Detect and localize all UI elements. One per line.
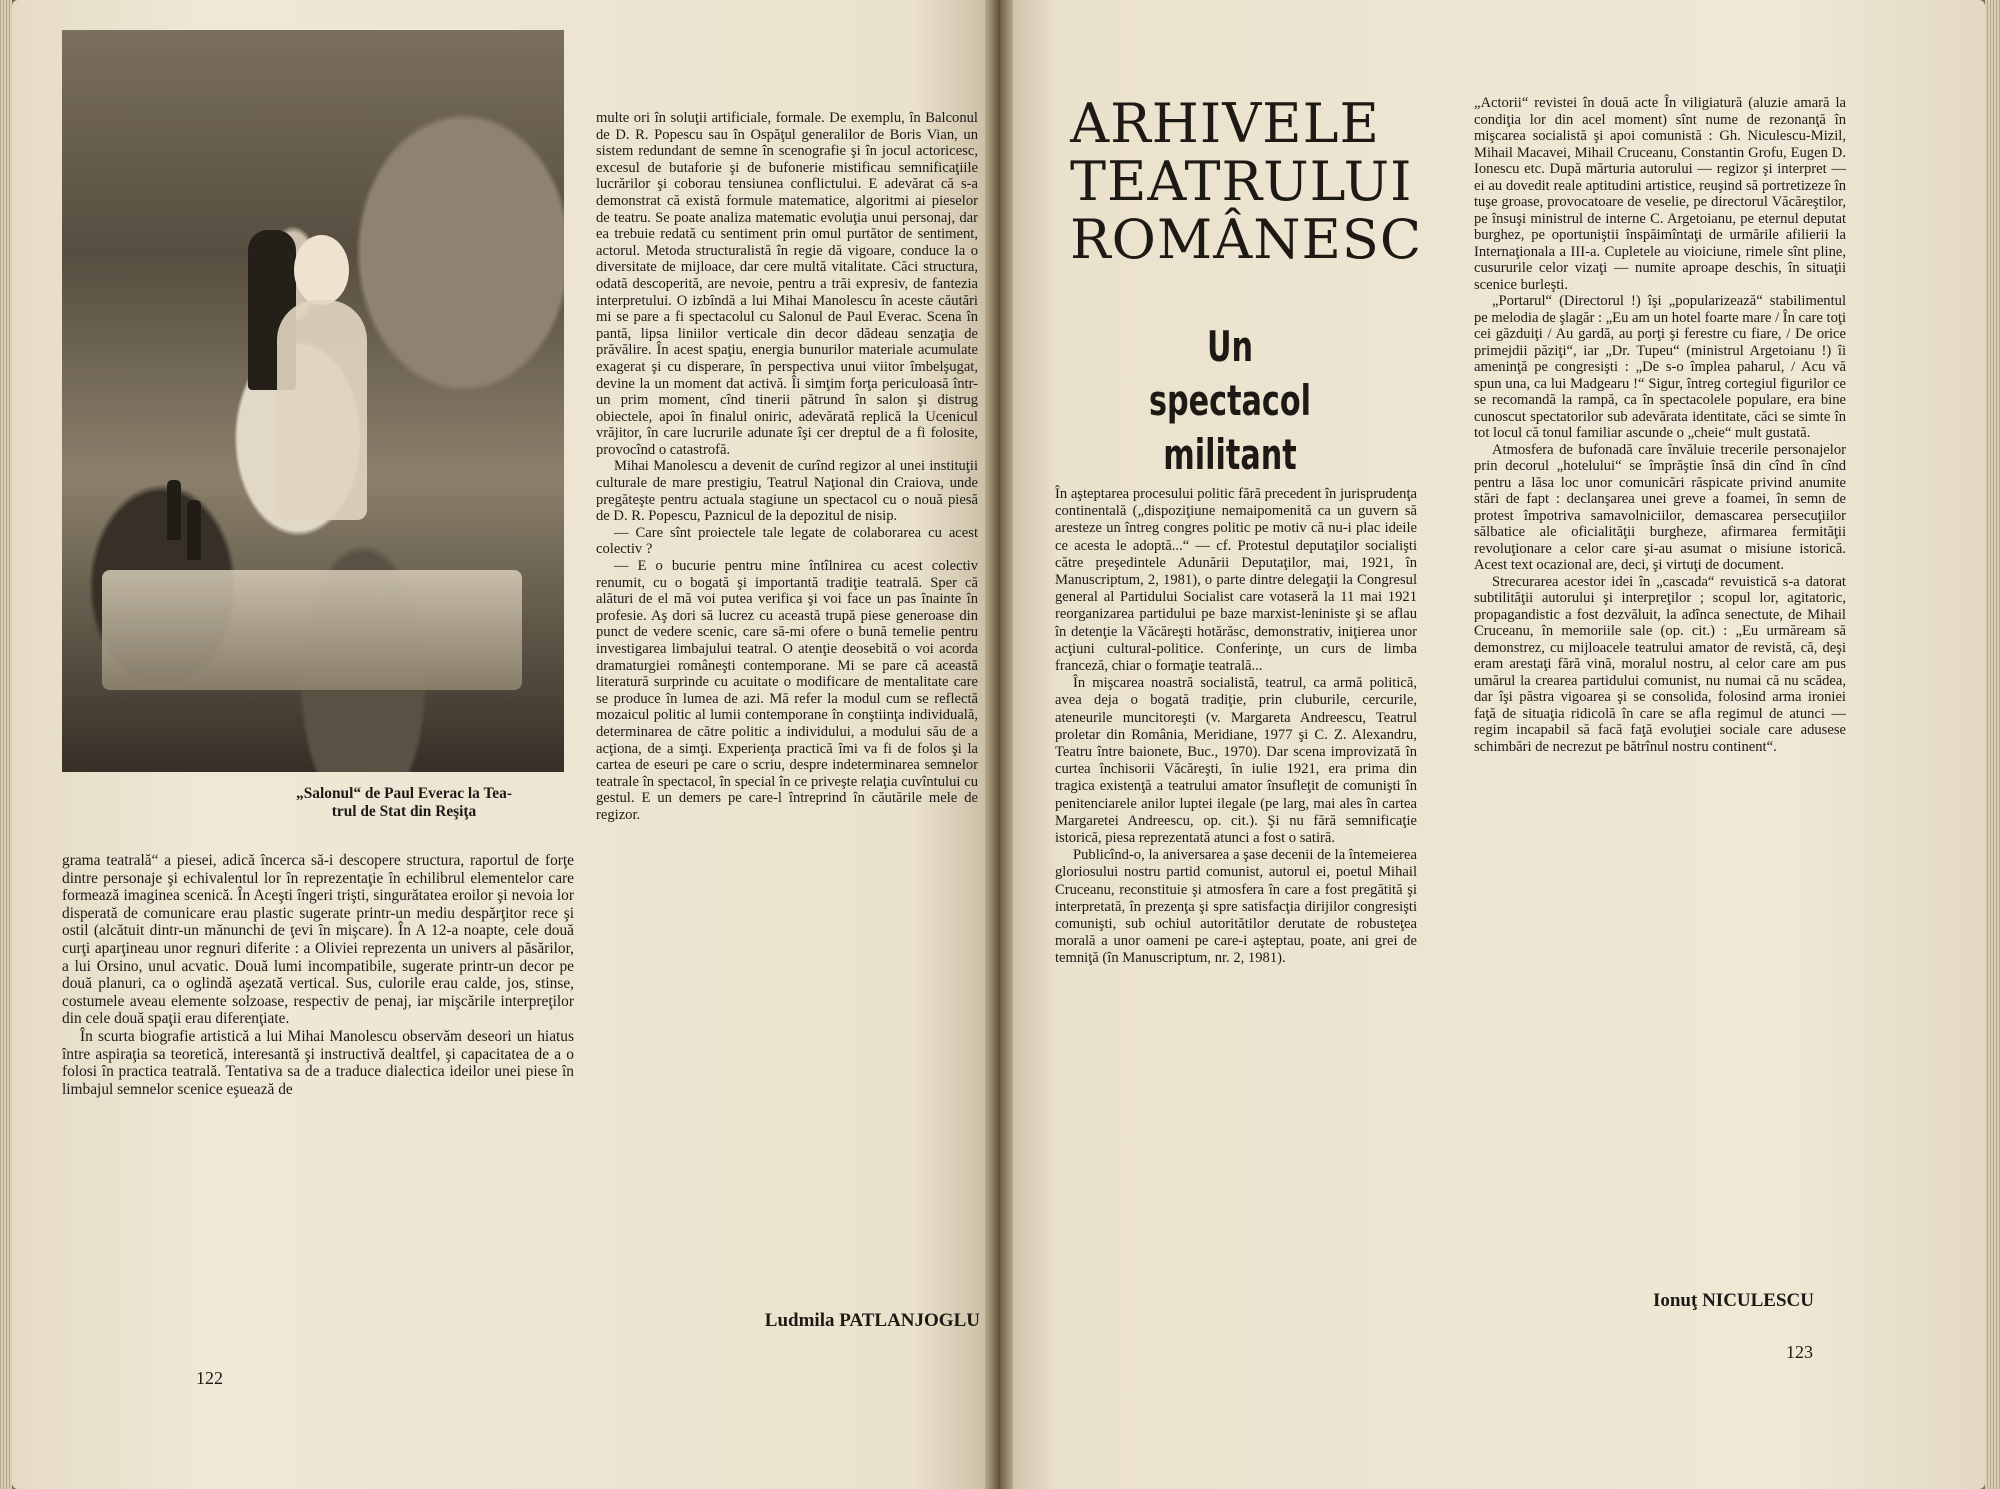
right-page-edges [1985,0,2000,1489]
interview-question: — Care sînt proiectele tale legate de colaborarea cu acest colectiv ? [596,524,978,558]
article-title-line: Un spectacol [1148,322,1311,425]
section-title-line: ARHIVELE [1070,92,1380,155]
author-signature: Ionuţ NICULESCU [1652,1290,1814,1311]
theatre-production-photo [62,30,564,772]
paragraph: „Portarul“ (Directorul !) îşi „popularizează“ stabilimentul pe melodia de şlagăr : „Eu am un hotel foarte mare / În care toţi cei găzduiţi / Au gardă, au porţi şi ferestre cu fiare, / De orice primejdii păziţi“, iar „Dr. Tupeu“ (ministrul Argetoianu !) îi ameninţă pe congresişti : „De s-o împlea paharul, / Acu vă spun una, ca lui Madgearu !“ Sigur, întreg cortegiul figurilor ce se recomandă la rampă, ca în spectacolele populare, era bine cunoscut spectatorilor sub adevărata identitate, căci se simte în tot locul că tonul familiar ascunde o „cheie“ mult gustată. [1474,293,1846,441]
photo-bottle [167,480,181,540]
photo-bottle [187,500,201,560]
right-page-column-1 [1055,486,1417,968]
paragraph: În scurta biografie artistică a lui Mihai Manolescu observăm deseori un hiatus între aspiraţia sa teoretică, interesantă şi instructivă dealtfel, şi capacitatea de a o folosi în practica teatrală. Tentativa sa de a traduce dialectica ideilor unei piese în limbajul semnelor scenice eşuează de [62,1027,574,1098]
paragraph: „Actorii“ revistei în două acte În viligiatură (aluzie amară la condiţia lor din acel moment) sînt nume de rezonanţă în mişcarea socialistă şi apoi comunistă : Gh. Niculescu-Mizil, Mihail Macavei, Mihail Cruceanu, Constantin Grofu, Eugen D. Ionescu etc. După mărturia autorului — regizor şi interpret — ei au dovedit reale aptitudini artistice, reuşind să portretizeze în tuşe groase, provocatoare de veselie, pe directorul Văcăreştilor, pe însuşi ministrul de interne C. Argetoianu, pe eternul deputat burghez, pe oportuniştii înspăimîntaţi de urmările afilierii la Internaţionala a III-a. Cupletele au vioiciune, rimele sînt pline, cusururile celor vizaţi — numite aproape deschis, în situaţii scenice burleşti. [1474,95,1846,293]
left-page-column-1 [62,852,574,1098]
photo-caption [244,785,564,821]
section-title-line: ROMÂNESC [1070,208,1423,271]
interview-answer: — E o bucurie pentru mine întîlnirea cu acest colectiv renumit, cu o bogată şi importantă tradiţie teatrală. Sper că alături de el mă voi putea verifica şi voi face un pas înainte în profesie. Aş dori să lucrez cu această trupă piese generoase din punct de vedere scenic, care să-mi ofere o bună temelie pentru investigarea limbajului teatral. O atenţie deosebită o voi acorda dramaturgiei româneşti contemporane. Mi se pare că această literatură surprinde cu acuitate o modificare de mentalitate care se produce în lumea de azi. Mă refer la modul cum se reflectă mozaicul politic al lumii contemporane în conştiinţa individuală, determinarea de către politic a individului, a modului său de a acţiona, de a simţi. Experienţa practică îmi va fi de folos şi la cartea de eseuri pe care o scriu, despre indeterminarea semnelor teatrale în spectacol, în special în ce priveşte relaţia cuvîntului cu gestul. E un demers pe care-l întreprind în căutările mele de regizor. [596,558,978,823]
article-title-line: militant [1163,430,1297,479]
photo-caption-line: „Salonul“ de Paul Everac la Tea- [296,785,512,802]
paragraph: În mişcarea noastră socialistă, teatrul, ca armă politică, avea deja o bogată tradiţie, prin cluburile, cercurile, ateneurile muncitoreşti (v. Margareta Andreescu, Teatrul proletar din România, Meridiane, 1977 şi C. Z. Alexandru, Teatru între baionete, Buc., 1970). Dar scena improvizată în curtea închisorii Văcăreşti, în iulie 1921, era prima din tragica existenţă a teatrului amator însufleţit de comunişti în penitenciarele anilor luptei ilegale (pe larg, mai ales în cartea Margaretei Andreescu, op. cit.). Şi nu fără semnificaţie istorică, piesa reprezentată atunci a fost o satiră. [1055,675,1417,847]
page-number: 122 [196,1368,223,1388]
right-page-column-2 [1474,95,1846,755]
photo-actress-body [277,300,367,520]
section-title [1070,92,1423,271]
paragraph: Strecurarea acestor idei în „cascada“ revuistică s-a datorat subtilităţii autorului şi interpreţilor ; scopul lor, agitatoric, propagandistic a fost dezvăluit, la adînca senectute, de Mihail Cruceanu, în memoriile sale (op. cit.) : „Eu urmăream să demonstrez, cu mijloacele teatrului amator de revistă, că, deşi eram arestaţi fără vină, moralul nostru, al celor care am pus umărul la crearea partidului comunist, nu numai că nu scădea, dar îşi păstra vigoarea şi se consolida, folosind arma ironiei faţă de situaţia ridicolă în care se afla regimul de atunci — regim incapabil să facă faţă evoluţiei sociale care adusese schimbări de necrezut pe bătrînul nostru continent“. [1474,573,1846,755]
paragraph: Atmosfera de bufonadă care învăluie trecerile personajelor prin decorul „hotelului“ se împrăştie însă din cînd în cînd pentru a lăsa loc unor comunicări răspicate privind anumite stări de fapt : declanşarea unei greve a foamei, în semn de protest împotriva samavolniciilor, demascarea persecuţiilor sălbatice ale oficialităţii burgheze, afirmarea fermităţii revoluţionare a celor care şi-au asumat o misiune istorică. Acest text ocazional are, deci, şi virtuţi de document. [1474,441,1846,573]
paragraph: Publicînd-o, la aniversarea a şase decenii de la întemeierea gloriosului nostru partid comunist, autorul ei, poetul Mihail Cruceanu, reconstituie şi atmosfera în care a fost pregătită şi interpretată, în prezenţa şi spre satisfacţia dirijilor congresişti comunişti, sub ochiul autoritătilor derutate de robusteţea morală a unor oameni pe care-i aşteptau, poate, ani grei de temniţă (în Manuscriptum, nr. 2, 1981). [1055,847,1417,967]
article-title [1126,320,1335,482]
photo-table [102,570,522,690]
paragraph: grama teatrală“ a piesei, adică încerca să-i descopere structura, raportul de forţe dintre personaje şi echivalentul lor în reprezentaţie în echilibrul elementelor care formează imaginea scenică. În Aceşti îngeri trişti, singurătatea eroilor şi nevoia lor disperată de comunicare erau plastic sugerate printr-un mediu despărţitor rece şi ostil (alcătuit dintr-un mănunchi de ţevi în mişcare). În A 12-a noapte, cele două curţi aparţineau unor regnuri diferite : a Oliviei reprezenta un univers al păsărilor, a lui Orsino, unul acvatic. Două lumi incompatibile, sugerate printr-un decor pe două planuri, ca o oglindă aşezată vertical. Sus, culorile erau calde, jos, stinse, costumele aveau elemente solzoase, respectiv de penaj, iar mişcările interpreţilor din cele două spaţii erau diferenţiate. [62,852,574,1028]
photo-caption-line: trul de Stat din Reşiţa [331,803,477,820]
photo-actress-head [294,235,349,305]
left-page-edges [0,0,12,1489]
paragraph: Mihai Manolescu a devenit de curînd regizor al unei instituţii culturale de mare prestigiu, Teatrul Naţional din Craiova, unde pregăteşte pentru actuala stagiune un spectacol cu o nouă piesă de D. R. Popescu, Paznicul de la depozitul de nisip. [596,458,978,525]
section-title-line: TEATRULUI [1070,150,1413,213]
paragraph: În aşteptarea procesului politic fără precedent în jurisprudenţa continentală („dispoziţiune nemaipomenită ca un guvern să aresteze un întreg congres politic pe motiv că nu-i plac ideile ce acesta le adoptă...“ — cf. Protestul deputaţilor socialişti către preşedintele Adunării Deputaţilor, mai, 1921, în Manuscriptum, 2, 1981), o parte dintre delegaţii la Congresul general al Partidului Socialist care votaseră la 11 mai 1921 reorganizarea partidului pe baze marxist-leniniste şi se aflau în detenţie la Văcăreşti hotărăsc, demonstrativ, iniţierea unor acţiuni cultural-politice. Conferinţe, un curs de limba franceză, chiar o formaţie teatrală... [1055,486,1417,675]
author-signature: Ludmila PATLANJOGLU [764,1310,980,1331]
paragraph: multe ori în soluţii artificiale, formale. De exemplu, în Balconul de D. R. Popescu sau în Ospăţul generalilor de Boris Vian, un sistem redundant de semne în scenografie şi în jocul actoricesc, excesul de butaforie şi de bufonerie mistificau semnificaţiile lucrărilor şi coborau tensiunea conflictului. E adevărat că s-a demonstrat că există formule matematice, algoritmi ai pieselor de teatru. Se poate analiza matematic evoluţia unui personaj, dar ea trebuie redată cu sentiment prin omul purtător de sentiment, actorul. Metoda structuralistă în regie dă vigoare, conduce la o diversitate de mijloace, dar cere multă vitalitate. Căci structura, odată descoperită, are nevoie, pentru a trăi expresiv, de fantezia interpretului. O izbîndă a lui Mihai Manolescu în aceste căutări mi se pare a fi spectacolul cu Salonul de Paul Everac. Scena în pantă, lipsa liniilor verticale din decor dădeau senzaţia de prăvălire. În acest spaţiu, energia bunurilor materiale acumulate exagerat şi cu disperare, în perspectiva unui viitor îmbelşugat, devine la un moment dat activă. Îi simţim forţa periculoasă într-un prim moment, cînd tinerii pătrund în salon şi distrug obiectele, apoi în finalul oniric, adevărată replică la Ucenicul vrăjitor, în care lucrurile adunate îşi cer dreptul de a fi folosite, provocînd o catastrofă. [596,110,978,458]
page-number: 123 [1786,1342,1813,1362]
book-gutter [985,0,1013,1489]
left-page-column-2 [596,110,978,824]
